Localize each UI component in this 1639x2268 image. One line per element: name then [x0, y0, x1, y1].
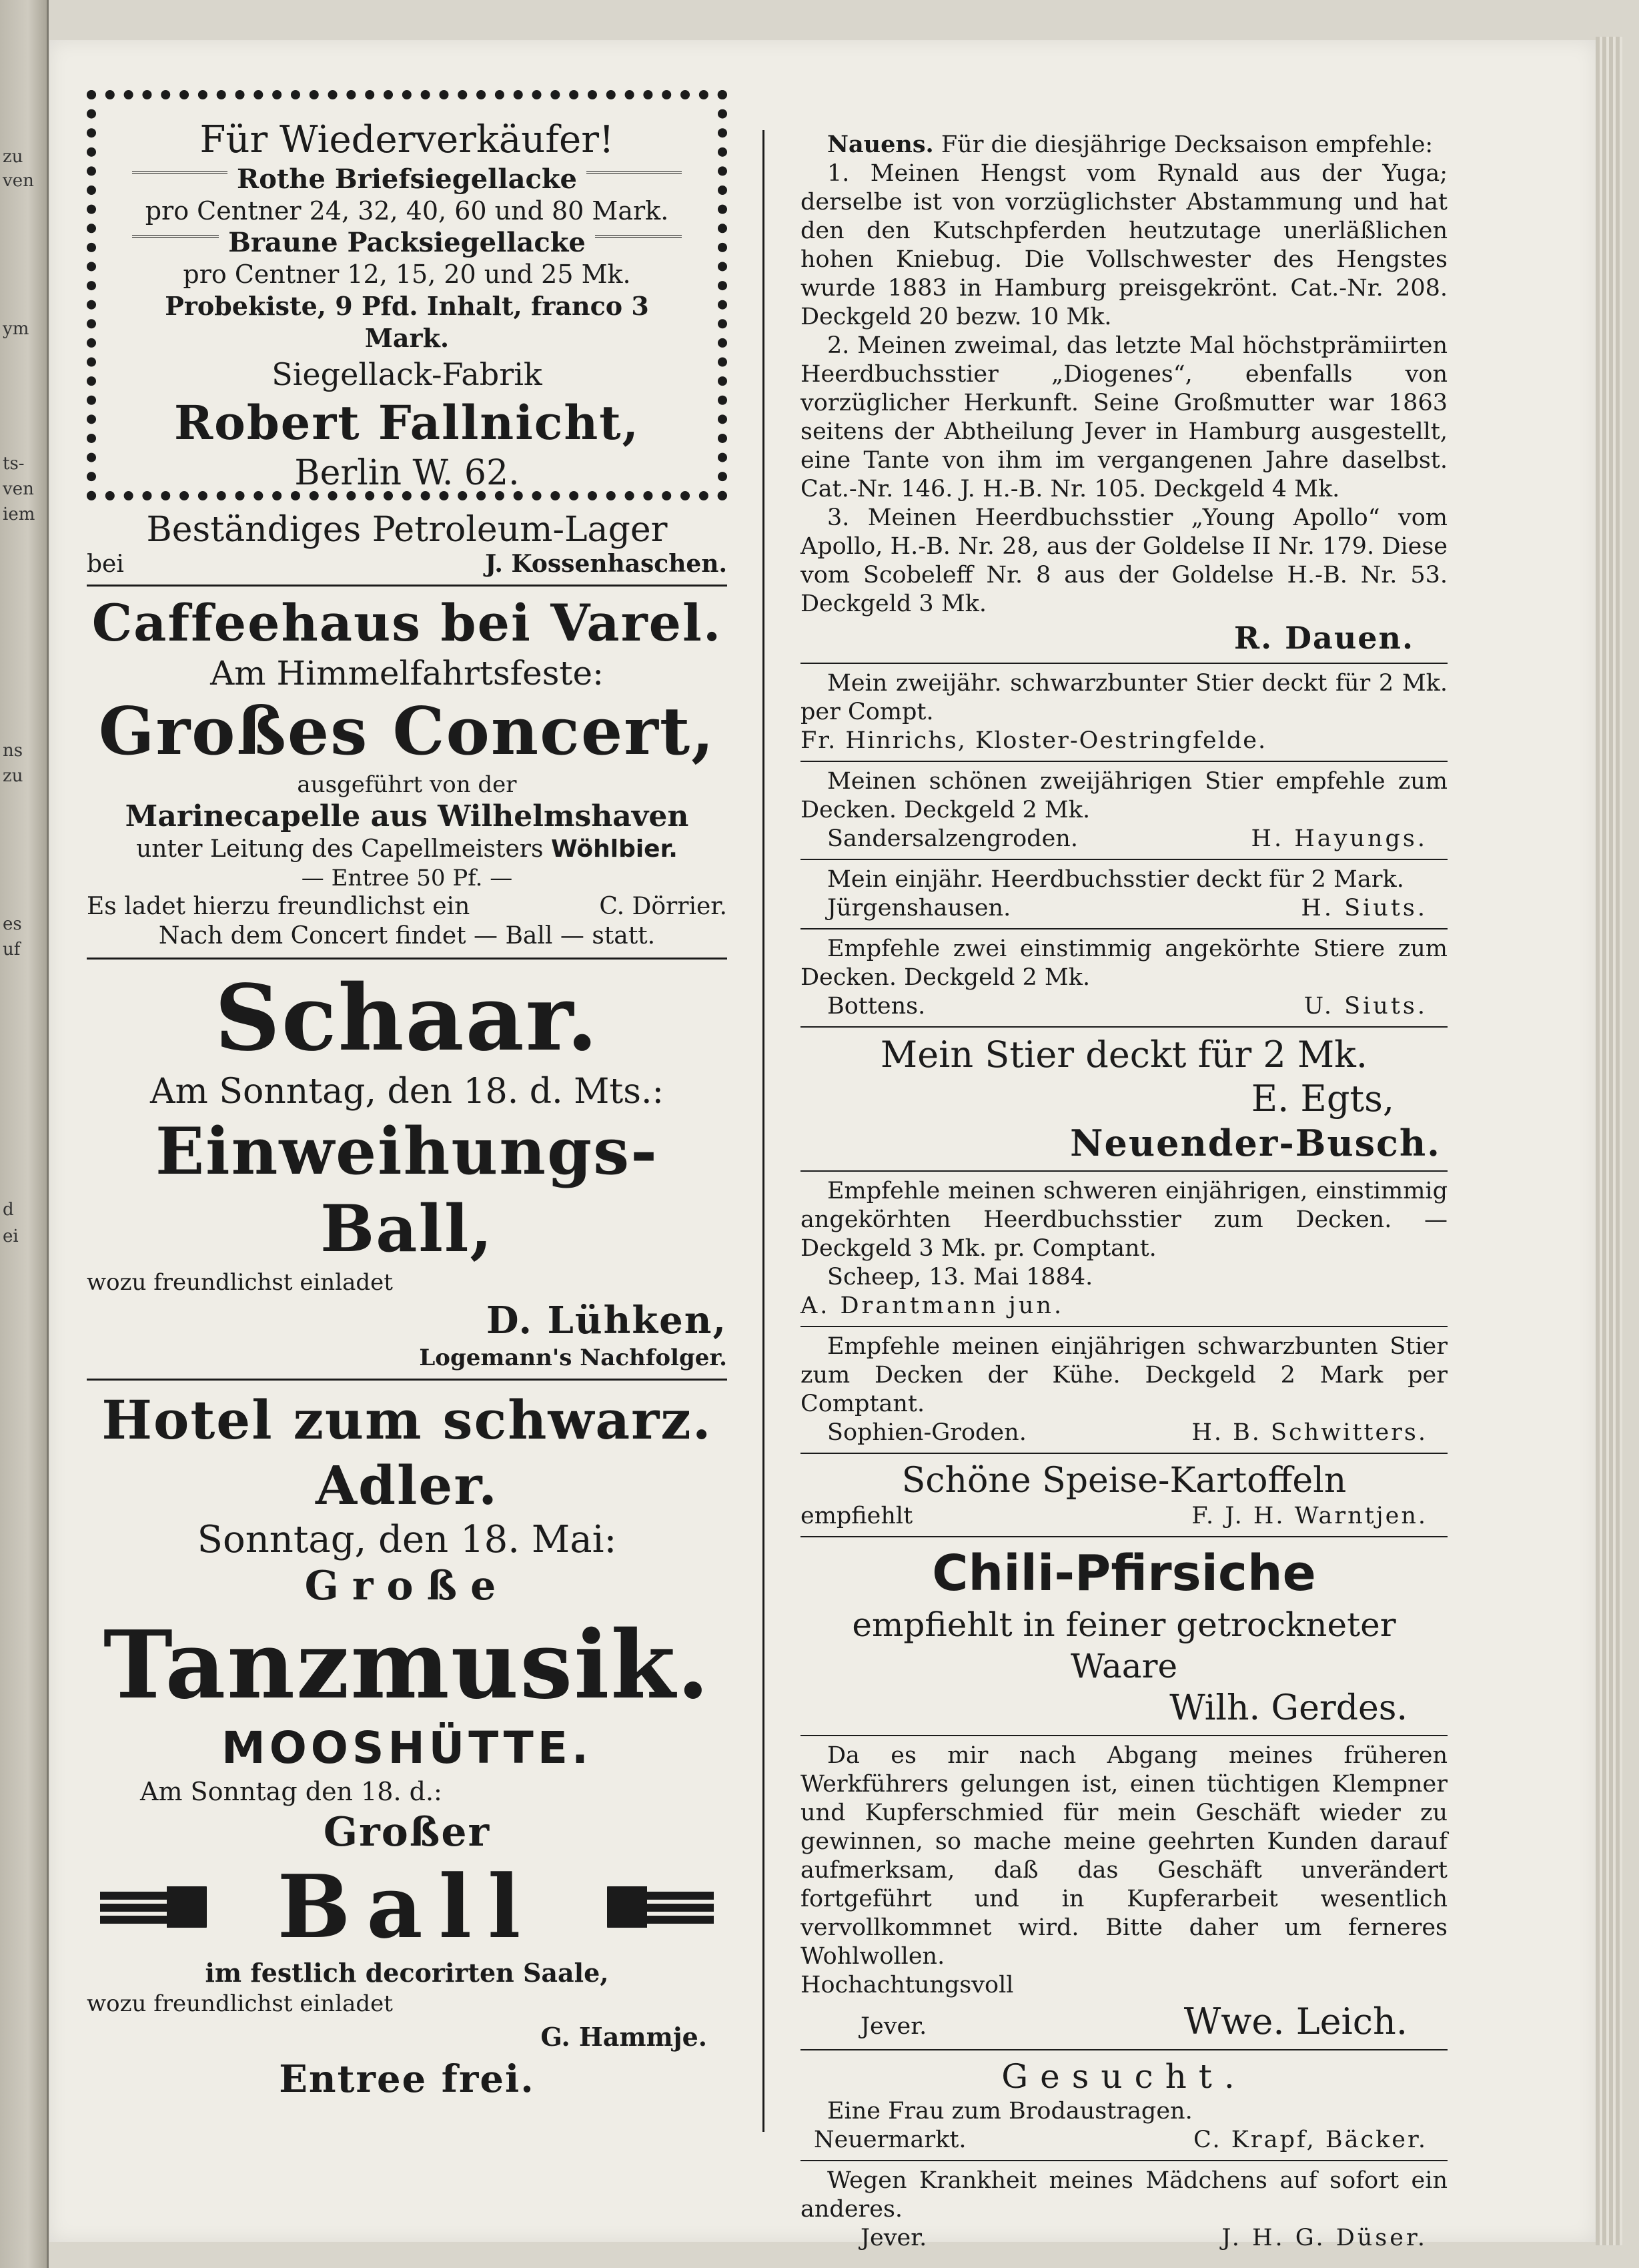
ad-owner: Robert Fallnicht,	[173, 395, 640, 450]
ad-signature: Wilh. Gerdes.	[1169, 1688, 1408, 1728]
ad-band: Marinecapelle aus Wilhelmshaven	[125, 799, 689, 833]
ad-schwitters	[800, 1333, 1448, 1447]
ad-place: Jever.	[861, 2013, 927, 2040]
ad-text: Für die diesjährige Decksaison empfehle:	[941, 131, 1434, 158]
ad-headline: Großes Concert,	[98, 693, 716, 770]
ad-title: Caffeehaus bei Varel.	[91, 593, 722, 653]
ad-petroleum	[87, 510, 727, 578]
ad-schaar	[87, 966, 727, 1372]
ad-paragraph: 3. Meinen Heerdbuchsstier „Young Apollo“ vom Apollo, H.-B. Nr. 28, aus der Goldelse II Nr. 179. Diese vom Scobeleff Nr. 8 aus der Goldelse H.-B. Nr. 53. Deckgeld 3 Mk.	[800, 504, 1448, 617]
ad-signature: C. Dörrier.	[599, 893, 727, 920]
ad-place: Sandersalzengroden.	[827, 825, 1078, 852]
ad-text: wozu freundlichst einladet	[87, 1990, 393, 2017]
ad-text: Mein zweijähr. schwarzbunter Stier deckt für 2 Mk. per Compt.	[800, 670, 1448, 725]
ad-subsignature: Logemann's Nachfolger.	[419, 1345, 727, 1371]
ad-headline: Tanzmusik.	[103, 1611, 711, 1720]
ad-title: MOOSHÜTTE.	[221, 1722, 592, 1774]
ad-text: bei	[87, 550, 124, 578]
ad-text: Nach dem Concert findet — Ball — statt.	[158, 922, 656, 950]
prev-fragment: ven	[3, 479, 34, 499]
prev-fragment: es	[3, 914, 22, 934]
ad-date: Sonntag, den 18. Mai:	[197, 1518, 617, 1561]
ad-paragraph: 1. Meinen Hengst vom Rynald aus der Yuga; derselbe ist von vorzüglichster Abstammung und hat den den Kutschpferden heutzutage unerläßlichen hohen Kniebug. Die Vollschwester des Hengstes wurde 1883 in Hamburg preisgekrönt. Cat.-Nr. 208. Deckgeld 20 bezw. 10 Mk.	[800, 160, 1448, 330]
ad-paragraph: Da es mir nach Abgang meines früheren Werkführers gelungen ist, einen tüchtigen Klempner und Kupferschmied für mein Geschäft wieder zu gewinnen, so mache meine geehrten Kunden darauf aufmerksam, daß das Geschäft unverändert fortgeführt und in Kupferarbeit wesentlich vervollkommnet wird. Bitte daher um ferneres Wohlwollen.	[800, 1742, 1448, 1970]
ad-text: Empfehle meinen schweren einjährigen, einstimmig angekörhten Heerdbuchsstier zum Decken. — Deckgeld 3 Mk. pr. Comptant.	[800, 1178, 1448, 1262]
ad-text: Eine Frau zum Brodaustragen.	[827, 2098, 1193, 2125]
ad-entree: — Entree 50 Pf. —	[301, 865, 513, 891]
prev-fragment: iem	[3, 504, 35, 524]
ad-price: pro Centner 24, 32, 40, 60 und 80 Mark.	[145, 196, 669, 226]
ad-entree: Entree frei.	[279, 2057, 535, 2101]
ad-closing: Hochachtungsvoll	[800, 1972, 1014, 1998]
ad-signature: U. Siuts.	[1303, 993, 1428, 1020]
ad-price: pro Centner 12, 15, 20 und 25 Mk.	[183, 260, 631, 289]
ad-siegellack	[87, 90, 727, 500]
ad-place: Sophien-Groden.	[827, 1419, 1027, 1446]
ad-headline: Ball	[277, 1856, 537, 1958]
ad-title: Schöne Speise-Kartoffeln	[901, 1461, 1347, 1501]
ad-warntjen	[800, 1459, 1448, 1531]
ad-siuts-h	[800, 865, 1448, 923]
ad-signature: D. Lühken,	[486, 1298, 727, 1343]
ad-title: Mein Stier deckt für 2 Mk.	[880, 1034, 1368, 1076]
right-column	[800, 130, 1448, 2253]
ad-place: Bottens.	[827, 993, 926, 1020]
previous-page-edge	[0, 0, 49, 2268]
ad-date: Scheep, 13. Mai 1884.	[827, 1264, 1093, 1290]
ad-subtitle: empfiehlt in feiner getrockneter Waare	[852, 1605, 1396, 1685]
ad-headline: Einweihungs-Ball,	[155, 1114, 659, 1266]
ad-title: Gesucht.	[1001, 2057, 1247, 2096]
ad-krapf	[800, 2056, 1448, 2155]
ad-signature: J. Kossenhaschen.	[485, 550, 727, 578]
ad-subtitle: Großer	[323, 1809, 491, 1856]
left-column	[87, 90, 727, 2103]
ad-signature: R. Dauen.	[1233, 620, 1414, 656]
ad-dauen	[800, 130, 1448, 657]
ad-subtitle: Am Himmelfahrtsfeste:	[210, 654, 604, 693]
ad-title: Beständiges Petroleum-Lager	[146, 510, 668, 550]
ad-text: Wegen Krankheit meines Mädchens auf sofort ein anderes.	[800, 2167, 1448, 2223]
ad-signature: E. Egts,	[1251, 1078, 1394, 1120]
ad-date: Am Sonntag den 18. d.:	[140, 1777, 442, 1806]
ad-mooshuette	[87, 1721, 727, 2103]
prev-fragment: d	[3, 1200, 14, 1220]
ad-heading: Braune Packsiegellacke	[228, 227, 586, 258]
ad-signature: H. B. Schwitters.	[1191, 1419, 1428, 1446]
ad-text: wozu freundlichst einladet	[87, 1269, 393, 1296]
ad-place: Nauens.	[827, 131, 934, 158]
ad-text: ausgeführt von der	[297, 771, 517, 798]
ad-hinrichs	[800, 669, 1448, 755]
ad-subtitle: Große	[304, 1563, 510, 1609]
prev-fragment: ven	[3, 171, 34, 191]
ad-siuts-u	[800, 935, 1448, 1021]
ad-company: Siegellack-Fabrik	[271, 356, 542, 392]
ad-text: Meinen schönen zweijährigen Stier empfehle zum Decken. Deckgeld 2 Mk.	[800, 768, 1448, 823]
ad-signature: A. Drantmann jun.	[800, 1292, 1065, 1319]
ad-text: empfiehlt	[800, 1503, 913, 1529]
column-divider	[762, 130, 764, 2132]
ad-text: im festlich decorirten Saale,	[205, 1958, 609, 1988]
prev-fragment: zu	[3, 147, 23, 167]
ad-paragraph: 2. Meinen zweimal, das letzte Mal höchstprämiirten Heerdbuchsstier „Diogenes“, ebenfalls von vorzüglicher Herkunft. Seine Großmutter war 1863 seitens der Abtheilung Jever in Hamburg ausgestellt, eine Tante von ihm im vergangenen Jahre daselbst. Cat.-Nr. 146. J. H.-B. Nr. 105. Deckgeld 4 Mk.	[800, 332, 1448, 502]
ad-place: Jürgenshausen.	[827, 895, 1011, 921]
ad-city: Berlin W. 62.	[294, 453, 520, 493]
ad-title: Für Wiederverkäufer!	[199, 118, 614, 161]
ad-sample: Probekiste, 9 Pfd. Inhalt, franco 3 Mark.	[165, 291, 649, 353]
ad-signature: J. H. G. Düser.	[1221, 2225, 1428, 2251]
ad-place: Jever.	[861, 2225, 927, 2251]
ad-signature: H. Hayungs.	[1251, 825, 1428, 852]
prev-fragment: ts-	[3, 454, 25, 474]
prev-fragment: zu	[3, 766, 23, 786]
prev-fragment: ns	[3, 741, 23, 761]
ad-title: Hotel zum schwarz. Adler.	[101, 1389, 712, 1517]
ad-signature: Wwe. Leich.	[1183, 2000, 1408, 2042]
ad-leich	[800, 1742, 1448, 2044]
ad-place: Neuender-Busch.	[1070, 1122, 1441, 1164]
ad-hotel	[87, 1387, 727, 1721]
ad-date: Am Sonntag, den 18. d. Mts.:	[149, 1072, 664, 1112]
prev-fragment: ym	[3, 319, 29, 339]
prev-fragment: ei	[3, 1226, 19, 1246]
ad-signature: H. Siuts.	[1301, 895, 1428, 921]
ad-name: Wöhlbier.	[550, 835, 678, 863]
ad-text: Empfehle zwei einstimmig angekörhte Stiere zum Decken. Deckgeld 2 Mk.	[800, 935, 1448, 991]
ad-text: Empfehle meinen einjährigen schwarzbunten Stier zum Decken der Kühe. Deckgeld 2 Mark per Comptant.	[800, 1333, 1448, 1417]
pointing-hand-left-icon	[607, 1884, 714, 1930]
ad-drantmann	[800, 1177, 1448, 1320]
ad-hayungs	[800, 767, 1448, 853]
ad-place: Neuermarkt.	[814, 2127, 967, 2153]
ad-signature: F. J. H. Warntjen.	[1191, 1503, 1428, 1529]
ad-egts	[800, 1033, 1448, 1165]
ad-text: unter Leitung des Capellmeisters	[136, 835, 544, 863]
pointing-hand-right-icon	[100, 1884, 207, 1930]
ad-gerdes	[800, 1543, 1448, 1730]
ad-caffeehaus	[87, 593, 727, 951]
ad-dueser	[800, 2167, 1448, 2253]
ad-title: Chili-Pfirsiche	[932, 1545, 1316, 1602]
ad-signature: Fr. Hinrichs, Kloster-Oestringfelde.	[800, 727, 1267, 754]
ad-text: Mein einjähr. Heerdbuchsstier deckt für 2 Mark.	[827, 866, 1404, 893]
ad-signature: C. Krapf, Bäcker.	[1193, 2127, 1428, 2153]
ad-text: Es ladet hierzu freundlichst ein	[87, 893, 470, 920]
ad-signature: G. Hammje.	[540, 2022, 707, 2052]
ad-title: Schaar.	[214, 965, 600, 1072]
book-edge	[1596, 37, 1622, 2245]
prev-fragment: uf	[3, 939, 21, 960]
ad-heading: Rothe Briefsiegellacke	[237, 163, 577, 195]
